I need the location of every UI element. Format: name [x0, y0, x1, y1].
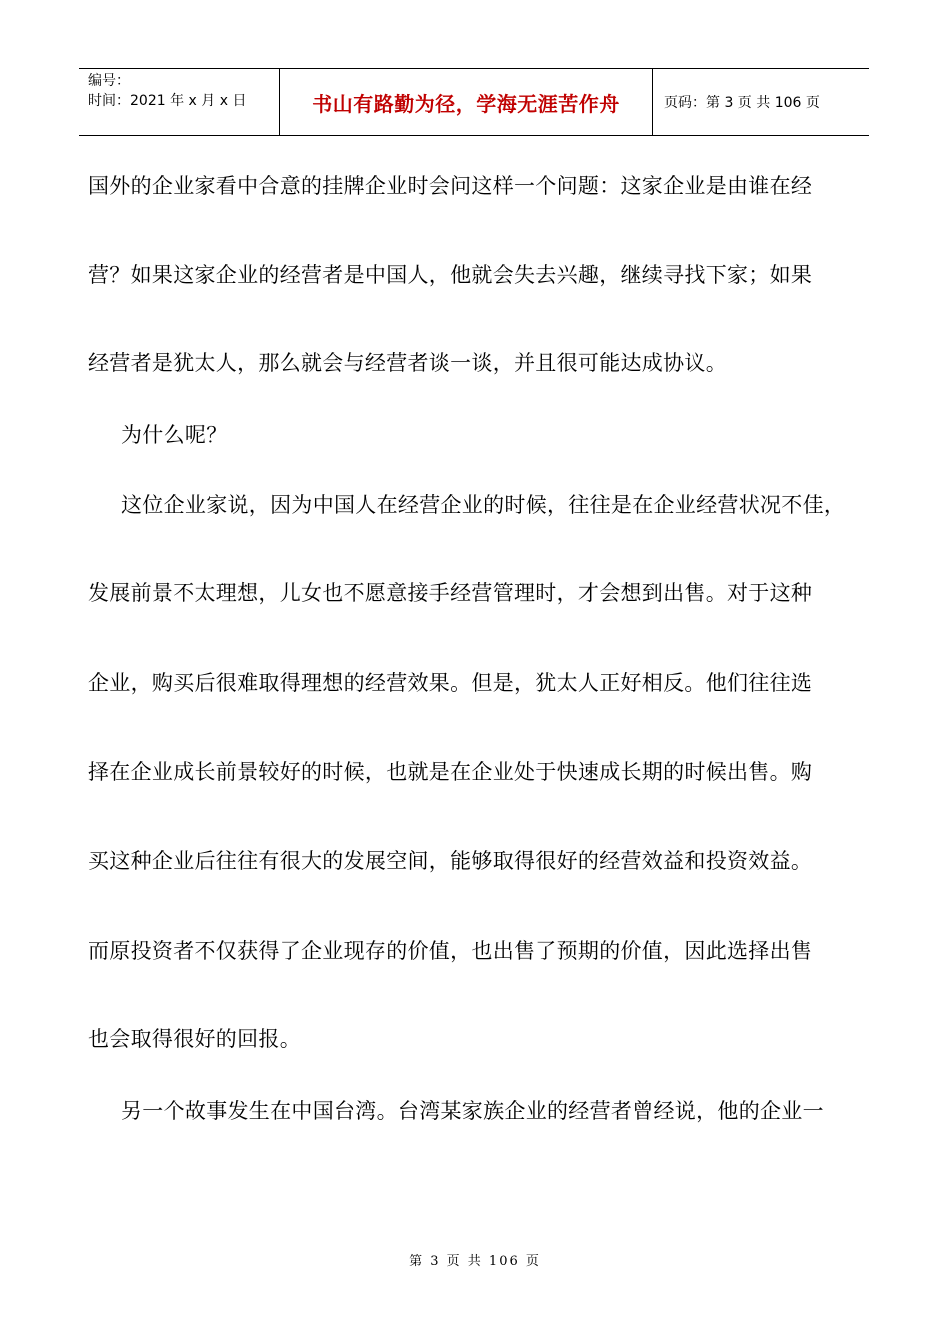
document-number: 编号：	[88, 73, 130, 89]
paragraph-line: 另一个故事发生在中国台湾。台湾某家族企业的经营者曾经说，他的企业一	[121, 1099, 824, 1123]
paragraph-line: 择在企业成长前景较好的时候，也就是在企业处于快速成长期的时候出售。购	[88, 760, 813, 784]
paragraph-line: 这位企业家说，因为中国人在经营企业的时候，往往是在企业经营状况不佳，	[121, 493, 846, 517]
header-motto: 书山有路勤为径，学海无涯苦作舟	[280, 69, 653, 135]
paragraph-line: 经营者是犹太人，那么就会与经营者谈一谈，并且很可能达成协议。	[88, 351, 727, 375]
paragraph-line: 国外的企业家看中合意的挂牌企业时会问这样一个问题：这家企业是由谁在经	[88, 174, 813, 198]
header-meta	[79, 69, 280, 135]
page-header	[79, 68, 869, 136]
page-footer: 第 3 页 共 106 页	[409, 1254, 541, 1269]
paragraph-line: 营？如果这家企业的经营者是中国人，他就会失去兴趣，继续寻找下家；如果	[88, 263, 813, 287]
document-date: 时间：2021 年 x 月 x 日	[88, 93, 247, 109]
header-page-info: 页码：第 3 页 共 106 页	[664, 95, 820, 111]
paragraph-line: 而原投资者不仅获得了企业现存的价值，也出售了预期的价值，因此选择出售	[88, 939, 813, 963]
paragraph-line: 发展前景不太理想，儿女也不愿意接手经营管理时，才会想到出售。对于这种	[88, 581, 813, 605]
paragraph-line: 也会取得很好的回报。	[88, 1027, 301, 1051]
paragraph-line: 企业，购买后很难取得理想的经营效果。但是，犹太人正好相反。他们往往选	[88, 671, 813, 695]
paragraph-line: 买这种企业后往往有很大的发展空间，能够取得很好的经营效益和投资效益。	[88, 849, 813, 873]
paragraph-line: 为什么呢？	[121, 423, 228, 447]
